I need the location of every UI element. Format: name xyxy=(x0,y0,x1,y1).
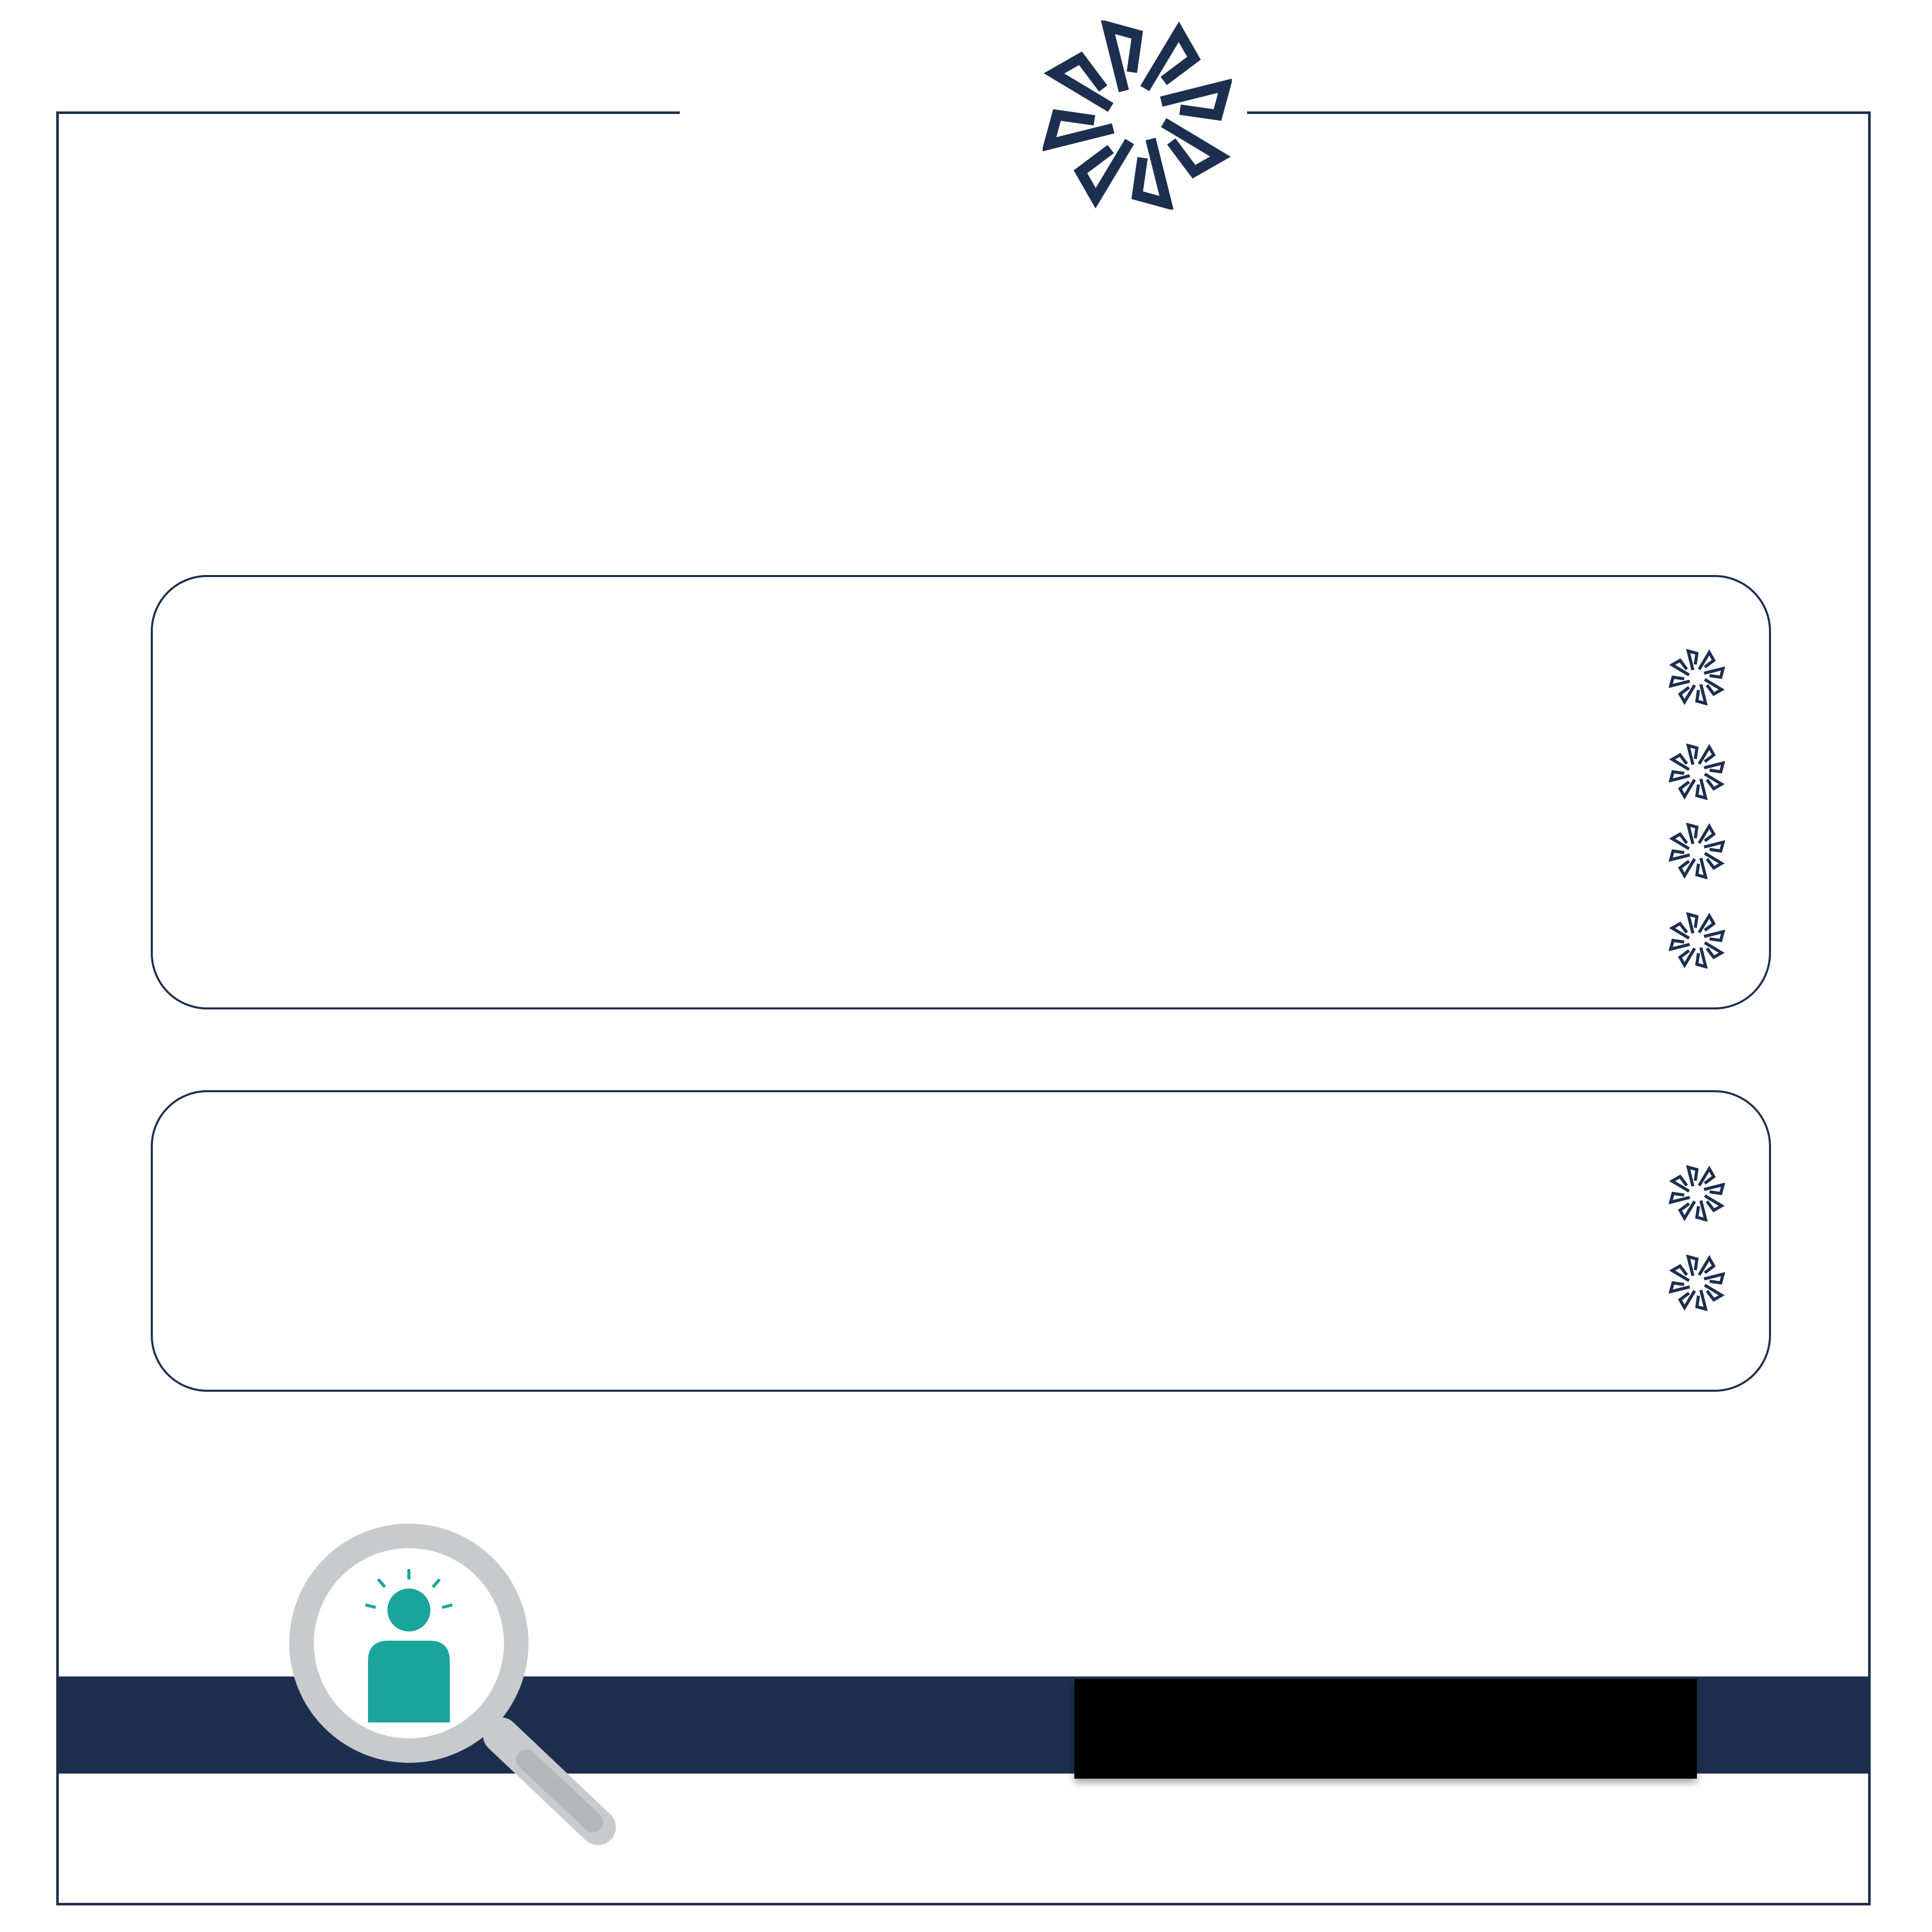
danayan-star-icon xyxy=(1669,1165,1725,1222)
danayan-star-icon xyxy=(1669,1255,1725,1311)
magnifier-person-icon xyxy=(286,1521,624,1858)
danayan-star-icon xyxy=(1669,912,1725,969)
danayan-star-icon xyxy=(1669,823,1725,879)
email-box xyxy=(1074,1679,1697,1779)
danayan-star-icon xyxy=(1669,649,1725,705)
danayan-star-icon xyxy=(1669,744,1725,800)
technical-competencies-box xyxy=(151,575,1771,1009)
danayan-logo-icon xyxy=(1043,20,1232,210)
behavioral-competencies-box xyxy=(151,1090,1771,1392)
